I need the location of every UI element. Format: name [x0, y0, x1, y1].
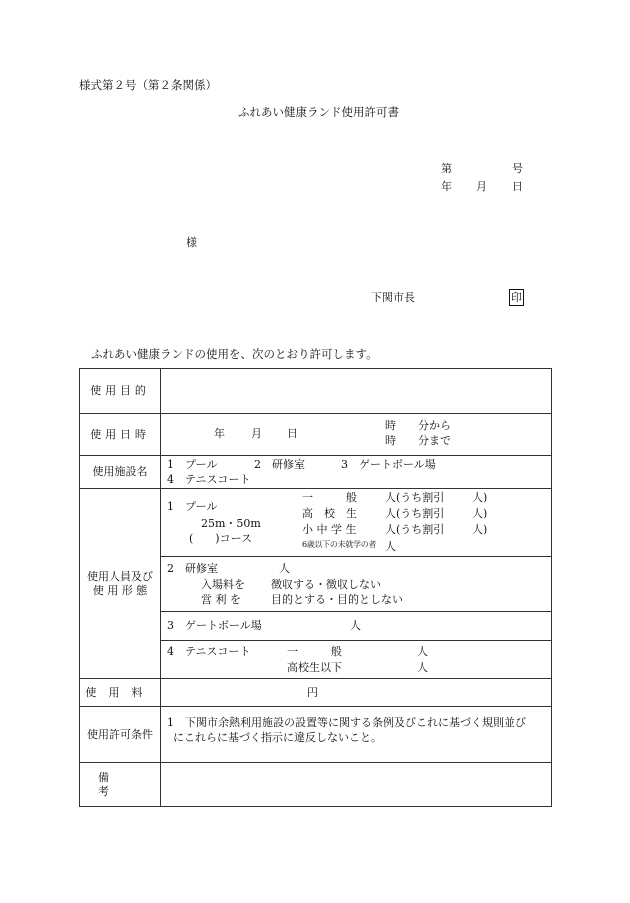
- gateball-title: 3 ゲートボール場: [167, 619, 262, 632]
- intro-text: ふれあい健康ランドの使用を、次のとおり許可します。: [91, 347, 378, 361]
- purpose-label: 使用目的: [80, 369, 161, 414]
- pool-size: 25m・50m: [201, 517, 261, 530]
- dt-until: 分まで: [418, 434, 451, 447]
- datetime-field[interactable]: [161, 414, 552, 456]
- form-number: 様式第２号（第２条関係）: [79, 78, 217, 92]
- document-title: ふれあい健康ランド使用許可書: [238, 105, 399, 119]
- pool-elem-count: 人(うち割引: [385, 523, 445, 536]
- dt-hour1: 時: [385, 419, 396, 432]
- tennis-students-label: 高校生以下: [287, 661, 342, 674]
- tennis-students-people: 人: [417, 661, 428, 674]
- training-title: 2 研修室: [167, 562, 218, 575]
- training-profit-value: 目的とする・目的としない: [271, 593, 403, 606]
- facility-item-tennis: 4 テニスコート: [167, 473, 251, 486]
- pool-general-label: 一 般: [302, 491, 357, 504]
- conditions-field: [161, 707, 552, 763]
- usage-tennis-cell[interactable]: [161, 641, 552, 679]
- permit-table: [79, 368, 552, 807]
- datetime-row: [80, 414, 552, 456]
- facility-item-pool: 1 プール: [167, 458, 218, 471]
- facility-row: [80, 456, 552, 489]
- issuer-name: 下関市長: [371, 291, 415, 304]
- fee-field[interactable]: [161, 679, 552, 707]
- remarks-label: 備考: [80, 763, 161, 807]
- tennis-general-label: 一 般: [287, 645, 342, 658]
- training-fee-label: 入場料を: [201, 578, 245, 591]
- pool-high-count-end: 人): [472, 507, 488, 520]
- pool-general-count: 人(うち割引: [385, 491, 445, 504]
- pool-elem-count-end: 人): [472, 523, 488, 536]
- pool-course: ( )コース: [189, 532, 253, 545]
- date-day-label: 日: [512, 180, 523, 193]
- seal-mark: 印: [511, 291, 522, 304]
- date-month-label: 月: [476, 180, 487, 193]
- pool-elementary-label: 小 中 学 生: [302, 523, 357, 536]
- conditions-label: 使用許可条件: [80, 707, 161, 763]
- dt-day: 日: [287, 427, 298, 440]
- gateball-people: 人: [350, 619, 361, 632]
- dt-from: 分から: [418, 419, 451, 432]
- pool-general-count-end: 人): [472, 491, 488, 504]
- pool-high-count: 人(うち割引: [385, 507, 445, 520]
- purpose-row: [80, 369, 552, 414]
- pool-under6-label: 6歳以下の未就学の者: [302, 540, 377, 549]
- training-people: 人: [279, 562, 290, 575]
- pool-under6-count: 人: [385, 540, 396, 553]
- conditions-row: [80, 707, 552, 763]
- dt-month: 月: [251, 427, 262, 440]
- usage-label: 使用人員及び 使 用 形 態: [80, 489, 161, 679]
- usage-pool-cell[interactable]: [161, 489, 552, 557]
- training-profit-label: 営 利 を: [201, 593, 241, 606]
- tennis-general-people: 人: [417, 645, 428, 658]
- datetime-label: 使用日時: [80, 414, 161, 456]
- facility-item-gateball: 3 ゲートボール場: [341, 458, 436, 471]
- facility-label: 使用施設名: [80, 456, 161, 489]
- fee-row: [80, 679, 552, 707]
- tennis-title: 4 テニスコート: [167, 645, 251, 658]
- training-fee-value: 徴収する・徴収しない: [271, 578, 381, 591]
- purpose-field[interactable]: [161, 369, 552, 414]
- fee-unit: 円: [307, 686, 318, 699]
- remarks-field[interactable]: [161, 763, 552, 807]
- date-year-label: 年: [441, 180, 452, 193]
- addressee-suffix: 様: [186, 236, 197, 249]
- remarks-row: [80, 763, 552, 807]
- facility-field[interactable]: [161, 456, 552, 489]
- dt-hour2: 時: [385, 434, 396, 447]
- number-suffix: 号: [512, 162, 523, 175]
- number-prefix: 第: [441, 162, 452, 175]
- facility-item-training: 2 研修室: [254, 458, 305, 471]
- conditions-line-1: 1 下関市余熱利用施設の設置等に関する条例及びこれに基づく規則並び: [167, 716, 526, 729]
- dt-year: 年: [214, 427, 225, 440]
- pool-highschool-label: 高 校 生: [302, 507, 357, 520]
- usage-gateball-cell[interactable]: [161, 612, 552, 641]
- usage-training-cell[interactable]: [161, 557, 552, 612]
- pool-title: 1 プール: [167, 500, 218, 513]
- usage-pool-row: [80, 489, 552, 557]
- conditions-line-2: にこれらに基づく指示に違反しないこと。: [173, 731, 382, 744]
- fee-label: 使用料: [80, 679, 161, 707]
